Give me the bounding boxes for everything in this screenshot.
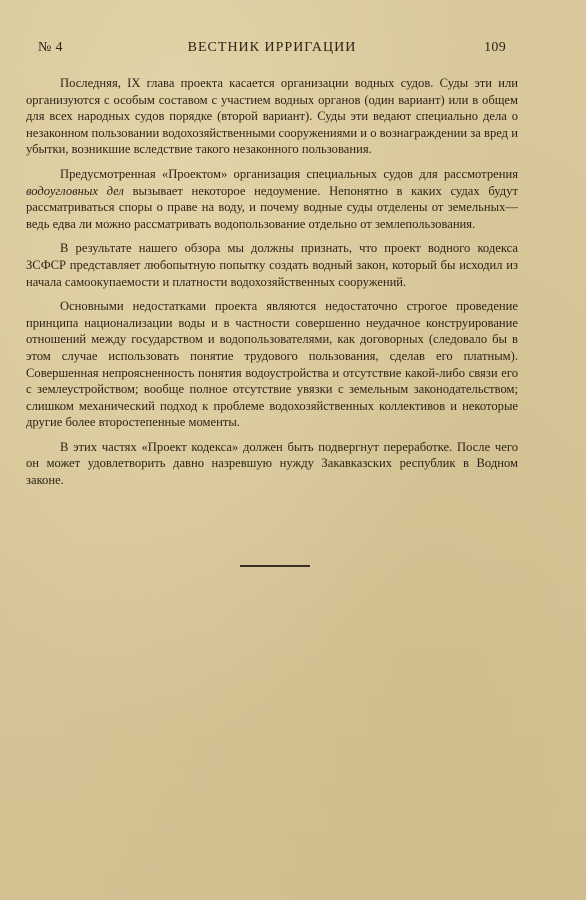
article-body	[26, 75, 518, 497]
running-header	[38, 40, 506, 60]
issue-number: № 4	[38, 40, 63, 55]
end-rule	[240, 565, 310, 567]
journal-title: ВЕСТНИК ИРРИГАЦИИ	[187, 40, 357, 55]
page-number: 109	[484, 40, 506, 55]
italic-term: водоугловных дел	[26, 183, 124, 198]
paragraph-shortcomings: Основными недостатками проекта являются недостаточно строгое проведение принципа национализации воды и в частности совершенно неудачное конструирование отношений между государством и водопользователями, как договорных (следовало бы в этом случае использовать понятие трудового пользования, сделав его платным). Совершенная непроясненность понятия водоустройства и отсутствие какой-либо связи его с землеустройством; вообще полное отсутствие увязки с земельным законодательством; слишком механический подход к проблеме водохозяйственных коллективов и некоторые другие более второстепенные моменты.	[26, 299, 518, 430]
paragraph-special-courts-start: Предусмотренная «Проектом» организация специальных судов для рассмотрения	[60, 166, 518, 181]
paragraph-review-result: В результате нашего обзора мы должны признать, что проект водного кодекса ЗСФСР представляет любопытную попытку создать водный закон, который бы исходил из начала самоокупаемости и платности водохозяйственных сооружений.	[26, 241, 518, 289]
paragraph-special-courts-end: вызывает некоторое недоумение. Непонятно в каких судах будут рассматриваться споры о праве на воду, и почему водные суды отделены от земельных—ведь едва ли можно рассматривать водопользование отдельно от землепользования.	[26, 183, 518, 231]
paragraph-water-courts: Последняя, IX глава проекта касается организации водных судов. Суды эти или организуются с особым составом с участием водных органов (один вариант) или в общем для всех народных судов порядке (второй вариант). Суды эти ведают специально дела о незаконном пользовании водохозяйственными сооружениями и о вознаграждении за вред и убытки, возникшие вследствие такого незаконного пользования.	[26, 76, 518, 157]
paragraph-special-courts	[26, 166, 518, 232]
paragraph-conclusion: В этих частях «Проект кодекса» должен быть подвергнут переработке. После чего он может удовлетворить давно назревшую нужду Закавказских республик в Водном законе.	[26, 439, 518, 488]
